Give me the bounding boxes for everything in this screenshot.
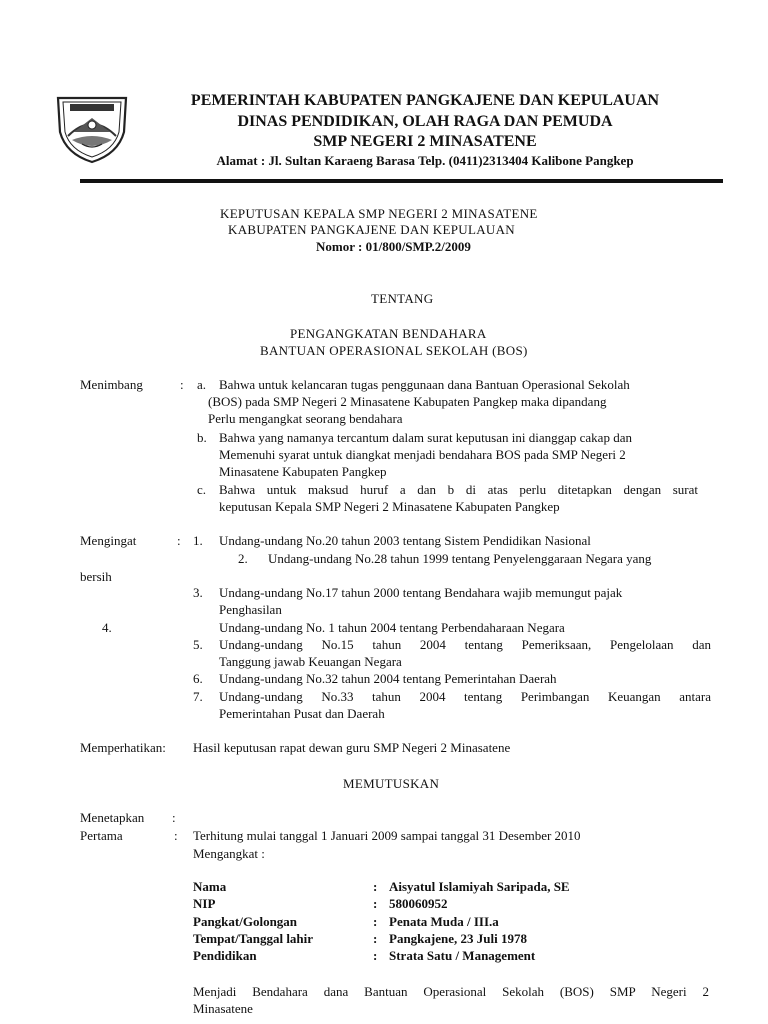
- memutuskan-heading: MEMUTUSKAN: [343, 776, 440, 791]
- identity-birth-colon: :: [373, 931, 378, 946]
- closing-line1: Menjadi Bendahara dana Bantuan Operasional Sekolah (BOS) SMP Negeri 2: [193, 984, 709, 999]
- identity-rank-value: Penata Muda / III.a: [389, 914, 499, 929]
- mengingat-item3-marker: 3.: [193, 585, 203, 600]
- mengingat-item1: Undang-undang No.20 tahun 2003 tentang Sistem Pendidikan Nasional: [219, 533, 591, 548]
- closing-line2: Minasatene: [193, 1001, 253, 1016]
- mengingat-item6: Undang-undang No.32 tahun 2004 tentang Pemerintahan Daerah: [219, 671, 557, 686]
- decree-number: Nomor : 01/800/SMP.2/2009: [316, 239, 471, 254]
- identity-rank-colon: :: [373, 914, 378, 929]
- mengingat-label: Mengingat: [80, 533, 137, 548]
- menimbang-a-line1: Bahwa untuk kelancaran tugas penggunaan dana Bantuan Operasional Sekolah: [219, 377, 630, 392]
- mengingat-item7-line2: Pemerintahan Pusat dan Daerah: [219, 706, 385, 721]
- identity-education-value: Strata Satu / Management: [389, 948, 536, 963]
- menetapkan-colon: :: [172, 810, 176, 825]
- mengingat-item5-marker: 5.: [193, 637, 203, 652]
- menimbang-c-line1: Bahwa untuk maksud huruf a dan b di atas perlu ditetapkan dengan surat: [219, 482, 698, 497]
- identity-name-label: Nama: [193, 879, 227, 894]
- identity-nip-value: 580060952: [389, 896, 448, 911]
- mengingat-item3-line2: Penghasilan: [219, 602, 282, 617]
- mengingat-item5-line1: Undang-undang No.15 tahun 2004 tentang Pemeriksaan, Pengelolaan dan: [219, 637, 711, 652]
- mengingat-item1-marker: 1.: [193, 533, 203, 548]
- identity-birth-value: Pangkajene, 23 Juli 1978: [389, 931, 527, 946]
- mengingat-item4: Undang-undang No. 1 tahun 2004 tentang Perbendaharaan Negara: [219, 620, 565, 635]
- letterhead-divider: [80, 179, 723, 183]
- identity-education-label: Pendidikan: [193, 948, 257, 963]
- decree-title: KEPUTUSAN KEPALA SMP NEGERI 2 MINASATENE: [220, 206, 538, 221]
- pertama-label: Pertama: [80, 828, 123, 843]
- mengingat-item2-cont: bersih: [80, 569, 112, 584]
- identity-name-value: Aisyatul Islamiyah Saripada, SE: [389, 879, 570, 894]
- decree-about: TENTANG: [371, 291, 434, 306]
- menimbang-a-line3: Perlu mengangkat seorang bendahara: [208, 411, 403, 426]
- pertama-line2: Mengangkat :: [193, 846, 265, 861]
- identity-rank-label: Pangkat/Golongan: [193, 914, 298, 929]
- menimbang-b-line3: Minasatene Kabupaten Pangkep: [219, 464, 387, 479]
- decree-subject-line2: BANTUAN OPERASIONAL SEKOLAH (BOS): [260, 343, 528, 358]
- decree-regency: KABUPATEN PANGKAJENE DAN KEPULAUAN: [228, 222, 515, 237]
- mengingat-item4-marker: 4.: [102, 620, 112, 635]
- mengingat-item7-line1: Undang-undang No.33 tahun 2004 tentang Perimbangan Keuangan antara: [219, 689, 711, 704]
- letterhead-department: DINAS PENDIDIKAN, OLAH RAGA DAN PEMUDA: [237, 113, 613, 130]
- menimbang-label: Menimbang: [80, 377, 143, 392]
- letterhead-school: SMP NEGERI 2 MINASATENE: [313, 133, 537, 150]
- memperhatikan-text: Hasil keputusan rapat dewan guru SMP Negeri 2 Minasatene: [193, 740, 511, 755]
- decree-subject-line1: PENGANGKATAN BENDAHARA: [290, 326, 487, 341]
- identity-nip-colon: :: [373, 896, 378, 911]
- pertama-colon: :: [174, 828, 178, 843]
- mengingat-item2: Undang-undang No.28 tahun 1999 tentang Penyelenggaraan Negara yang: [268, 551, 652, 566]
- menimbang-a-line2: (BOS) pada SMP Negeri 2 Minasatene Kabupaten Pangkep maka dipandang: [208, 394, 607, 409]
- menetapkan-label: Menetapkan: [80, 810, 145, 825]
- pertama-line1: Terhitung mulai tanggal 1 Januari 2009 sampai tanggal 31 Desember 2010: [193, 828, 581, 843]
- menimbang-a-marker: a.: [197, 377, 207, 392]
- identity-education-colon: :: [373, 948, 378, 963]
- identity-name-colon: :: [373, 879, 378, 894]
- identity-birth-label: Tempat/Tanggal lahir: [193, 931, 314, 946]
- mengingat-item3-line1: Undang-undang No.17 tahun 2000 tentang Bendahara wajib memungut pajak: [219, 585, 623, 600]
- identity-nip-label: NIP: [193, 896, 216, 911]
- letterhead-address: Alamat : Jl. Sultan Karaeng Barasa Telp. (0411)2313404 Kalibone Pangkep: [216, 153, 634, 168]
- mengingat-item5-line2: Tanggung jawab Keuangan Negara: [219, 654, 402, 669]
- letterhead-government: PEMERINTAH KABUPATEN PANGKAJENE DAN KEPULAUAN: [190, 92, 660, 109]
- memperhatikan-label: Memperhatikan:: [80, 740, 166, 755]
- menimbang-c-marker: c.: [197, 482, 207, 497]
- menimbang-b-marker: b.: [197, 430, 207, 445]
- mengingat-item2-marker: 2.: [238, 551, 248, 566]
- menimbang-colon: :: [180, 377, 184, 392]
- menimbang-b-line2: Memenuhi syarat untuk diangkat menjadi bendahara BOS pada SMP Negeri 2: [219, 447, 626, 462]
- menimbang-c-line2: keputusan Kepala SMP Negeri 2 Minasatene Kabupaten Pangkep: [219, 499, 560, 514]
- mengingat-item7-marker: 7.: [193, 689, 203, 704]
- mengingat-item6-marker: 6.: [193, 671, 203, 686]
- mengingat-colon: :: [177, 533, 181, 548]
- menimbang-b-line1: Bahwa yang namanya tercantum dalam surat keputusan ini dianggap cakap dan: [219, 430, 632, 445]
